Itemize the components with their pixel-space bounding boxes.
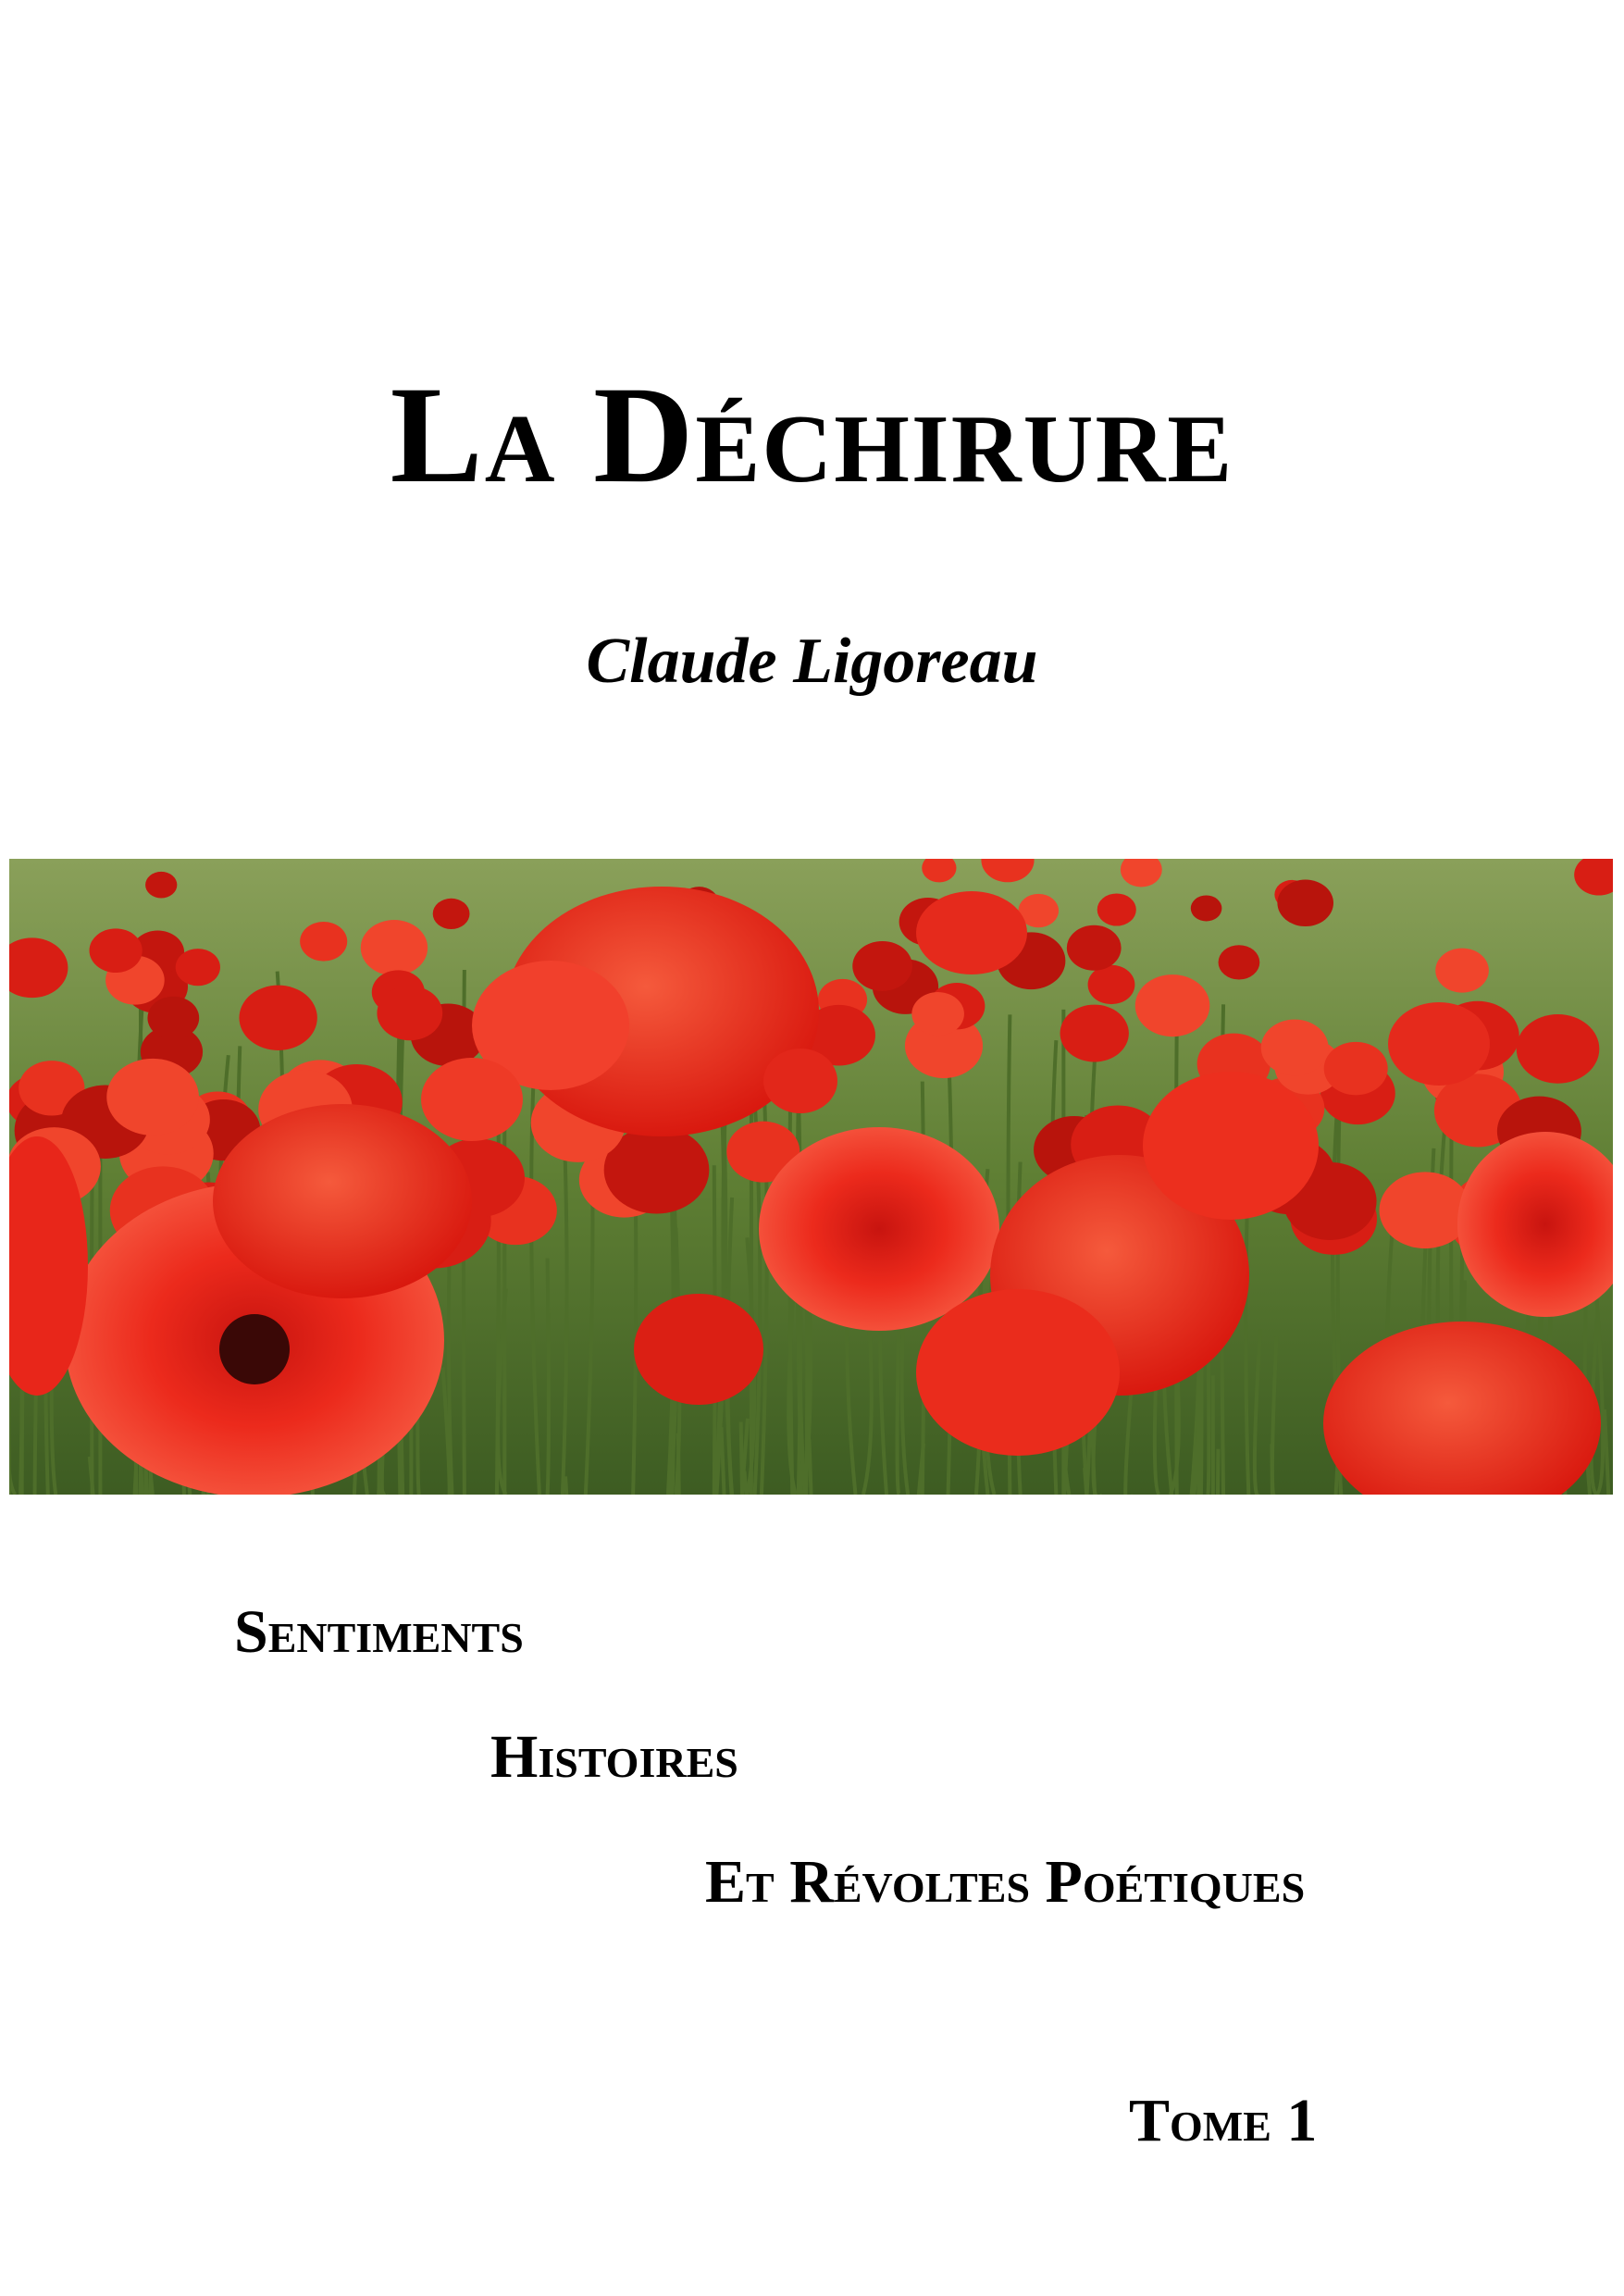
volume-label: Tome 1 — [1129, 2087, 1318, 2154]
subtitle-line-2: Histoires — [490, 1723, 738, 1791]
subtitle-line-1: Sentiments — [234, 1598, 524, 1666]
author-name: Claude Ligoreau — [586, 626, 1038, 697]
subtitle-line-3: Et Révoltes Poétiques — [705, 1848, 1306, 1916]
poppy-field-photo — [9, 859, 1613, 1495]
book-title: La Déchirure — [390, 358, 1234, 512]
